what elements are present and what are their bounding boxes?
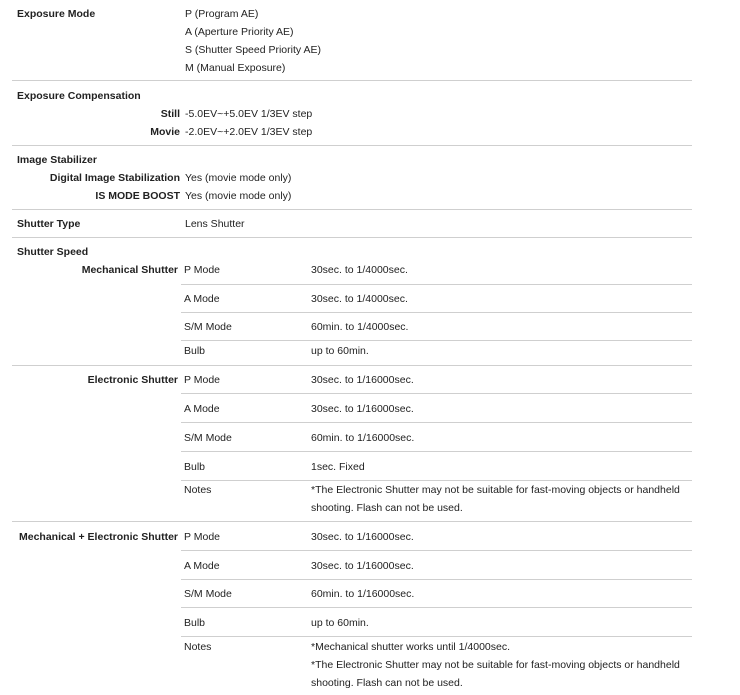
divider [181, 480, 692, 481]
divider [181, 393, 692, 394]
still-value: -5.0EV~+5.0EV 1/3EV step [185, 108, 313, 120]
divider [181, 312, 692, 313]
divider [181, 550, 692, 551]
shutter-mode: Bulb [184, 461, 206, 473]
shutter-type-value: Lens Shutter [185, 218, 245, 230]
shutter-speed-value: 30sec. to 1/16000sec. [311, 374, 414, 386]
shutter-mode: P Mode [184, 531, 220, 543]
note-text: *The Electronic Shutter may not be suitable for fast-moving objects or handheld [311, 659, 680, 671]
exposure-mode-label: Exposure Mode [17, 8, 96, 20]
divider [12, 237, 692, 238]
digital-stabilization-value: Yes (movie mode only) [185, 172, 292, 184]
image-stabilizer-label: Image Stabilizer [17, 154, 97, 166]
exposure-mode-value: S (Shutter Speed Priority AE) [185, 44, 321, 56]
shutter-mode: Bulb [184, 345, 206, 357]
shutter-speed-value: 60min. to 1/16000sec. [311, 432, 415, 444]
divider [181, 422, 692, 423]
divider [181, 340, 692, 341]
shutter-type-label: Shutter Type [17, 218, 81, 230]
shutter-speed-value: 30sec. to 1/16000sec. [311, 560, 414, 572]
exposure-mode-value: P (Program AE) [185, 8, 259, 20]
movie-label: Movie [150, 126, 180, 138]
mechanical-shutter-label: Mechanical Shutter [81, 264, 178, 276]
shutter-mode: P Mode [184, 374, 220, 386]
divider [181, 607, 692, 608]
shutter-speed-value: 30sec. to 1/4000sec. [311, 264, 408, 276]
exposure-mode-value: M (Manual Exposure) [185, 62, 286, 74]
digital-stabilization-label: Digital Image Stabilization [49, 172, 180, 184]
shutter-mode: S/M Mode [184, 432, 232, 444]
is-mode-boost-label: IS MODE BOOST [95, 190, 180, 202]
shutter-speed-value: 30sec. to 1/16000sec. [311, 403, 414, 415]
exposure-mode-value: A (Aperture Priority AE) [185, 26, 294, 38]
movie-value: -2.0EV~+2.0EV 1/3EV step [185, 126, 313, 138]
shutter-speed-value: 30sec. to 1/4000sec. [311, 293, 408, 305]
divider [181, 451, 692, 452]
shutter-speed-value: 60min. to 1/16000sec. [311, 588, 415, 600]
is-mode-boost-value: Yes (movie mode only) [185, 190, 292, 202]
electronic-shutter-label: Electronic Shutter [87, 374, 178, 386]
note-text: *The Electronic Shutter may not be suitable for fast-moving objects or handheld [311, 484, 680, 496]
shutter-mode: A Mode [184, 293, 220, 305]
shutter-speed-value: 60min. to 1/4000sec. [311, 321, 409, 333]
divider [12, 145, 692, 146]
combined-shutter-label: Mechanical + Electronic Shutter [18, 531, 178, 543]
shutter-speed-value: 1sec. Fixed [311, 461, 365, 473]
note-text: *Mechanical shutter works until 1/4000sec. [311, 641, 511, 653]
still-label: Still [160, 108, 180, 120]
divider [181, 579, 692, 580]
divider [12, 209, 692, 210]
shutter-speed-label: Shutter Speed [17, 246, 89, 258]
divider [12, 80, 692, 81]
notes-label: Notes [184, 641, 212, 653]
shutter-mode: S/M Mode [184, 588, 232, 600]
shutter-speed-value: 30sec. to 1/16000sec. [311, 531, 414, 543]
shutter-speed-value: up to 60min. [311, 617, 369, 629]
divider [12, 365, 692, 366]
shutter-mode: S/M Mode [184, 321, 232, 333]
shutter-speed-value: up to 60min. [311, 345, 369, 357]
divider [12, 521, 692, 522]
exposure-compensation-label: Exposure Compensation [17, 90, 141, 102]
note-text: shooting. Flash can not be used. [311, 502, 463, 514]
shutter-mode: Bulb [184, 617, 206, 629]
divider [181, 284, 692, 285]
shutter-mode: A Mode [184, 560, 220, 572]
notes-label: Notes [184, 484, 212, 496]
note-text: shooting. Flash can not be used. [311, 677, 463, 689]
shutter-mode: P Mode [184, 264, 220, 276]
shutter-mode: A Mode [184, 403, 220, 415]
divider [181, 636, 692, 637]
